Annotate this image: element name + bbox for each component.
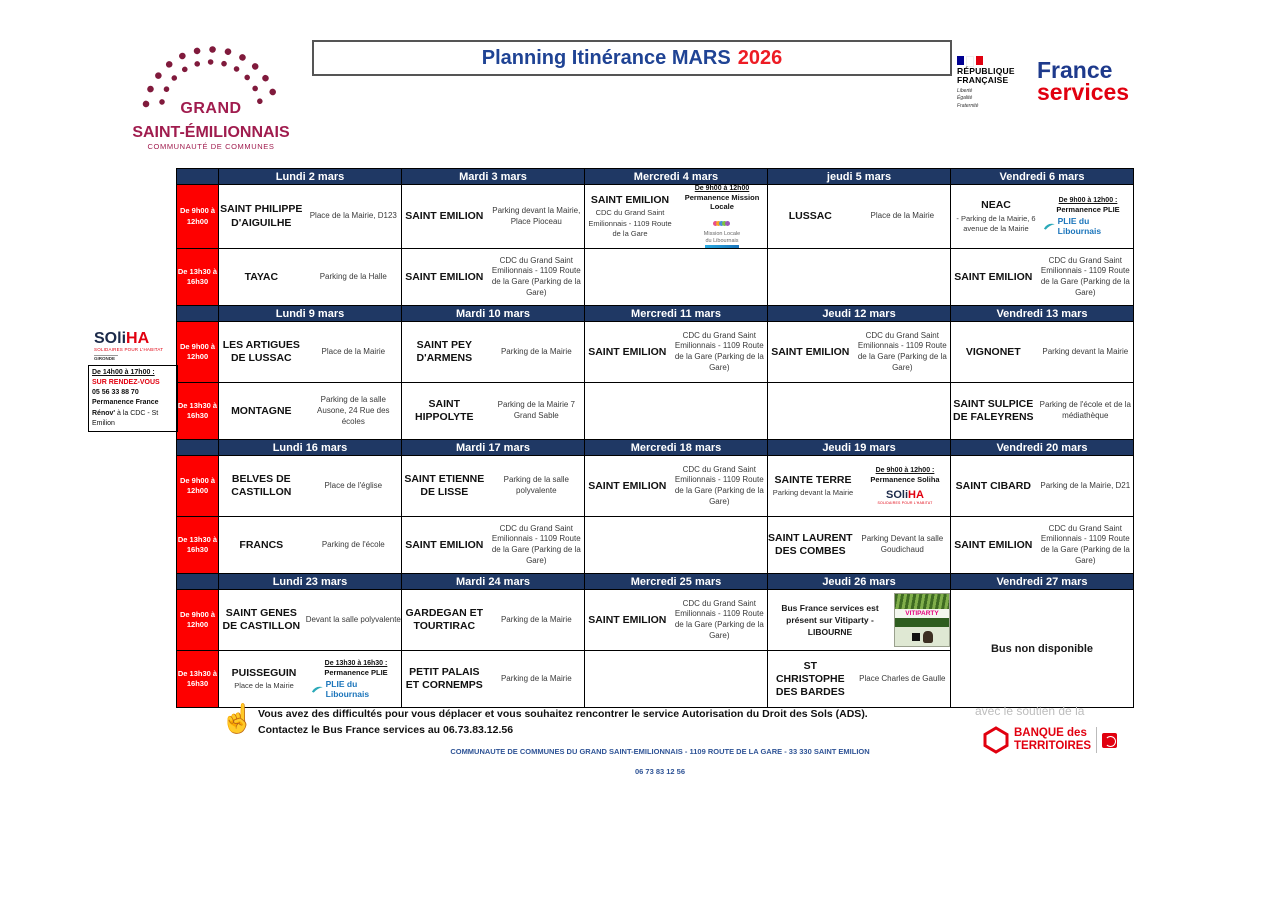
schedule-cell — [402, 185, 585, 249]
commune-location: CDC du Grand Saint Emilionnais - 1109 Route de la Gare (Parking de la Gare) — [674, 464, 764, 506]
commune-location: Parking devant la Mairie — [772, 488, 854, 498]
commune-name: SAINT EMILION — [405, 538, 484, 551]
time-slot: De 9h00 à 12h00 — [177, 185, 219, 249]
note-phone: 05 56 33 88 70 — [92, 389, 139, 397]
commune-name: SAINT GENES DE CASTILLON — [222, 607, 301, 633]
schedule-cell — [585, 185, 768, 249]
commune-name: SAINT LAURENT DES COMBES — [768, 532, 853, 558]
commune-name: SAINT EMILION — [590, 194, 670, 207]
green-band — [895, 618, 949, 627]
commune-name: ST CHRISTOPHE DES BARDES — [775, 659, 845, 698]
help-line1: Vous avez des difficultés pour vous déplacer et vous souhaitez rencontrer le service Autorisation du Droit des Sols (ADS). — [258, 708, 868, 720]
plie-text: PLIE du Libournais — [325, 678, 370, 699]
schedule-cell — [951, 383, 1134, 440]
plie-text: PLIE du Libournais — [1057, 216, 1102, 237]
time-slot: De 13h30 à 16h30 — [177, 517, 219, 574]
vitiparty-title: VITIPARTY — [895, 609, 949, 618]
day-header: Vendredi 13 mars — [951, 306, 1134, 322]
commune-location: Place de l'église — [324, 480, 383, 490]
schedule-cell — [402, 456, 585, 517]
day-header: Jeudi 19 mars — [768, 440, 951, 456]
schedule-cell — [402, 651, 585, 708]
schedule-cell — [219, 517, 402, 574]
leaf-swoosh-icon — [311, 684, 324, 694]
commune-name: MONTAGNE — [231, 404, 292, 417]
commune-location: Place de la Mairie — [870, 211, 935, 221]
commune-name: SAINT EMILION — [405, 210, 484, 223]
soliha-sidebar — [88, 331, 178, 432]
page-title — [312, 40, 952, 76]
qr-code-icon — [912, 633, 920, 641]
commune-location: CDC du Grand Saint Emilionnais - 1109 Route de la Gare (Parking de la Gare) — [491, 523, 581, 565]
schedule-cell — [402, 383, 585, 440]
day-header: Vendredi 20 mars — [951, 440, 1134, 456]
commune-location: Parking de la Mairie — [500, 614, 572, 624]
permanence-label: Permanence Mission Locale — [684, 193, 760, 211]
commune-name: PETIT PALAIS ET CORNEMPS — [405, 666, 483, 692]
day-header: Jeudi 12 mars — [768, 306, 951, 322]
note-place: à la CDC - St Emilion — [92, 409, 159, 427]
commune-location: Parking de la Mairie, D21 — [1040, 480, 1131, 490]
schedule-cell — [951, 185, 1134, 249]
commune-name: SAINT EMILION — [771, 345, 850, 358]
schedule-cell — [585, 517, 768, 574]
commune-name: SAINT EMILION — [954, 270, 1033, 283]
vineyard-photo — [895, 594, 949, 609]
day-header: Lundi 16 mars — [219, 440, 402, 456]
commune-name: SAINT EMILION — [405, 270, 484, 283]
poster-bottom — [895, 627, 949, 646]
schedule-cell — [585, 590, 768, 651]
day-header: Lundi 23 mars — [219, 574, 402, 590]
permanence-time: De 9h00 à 12h00 : — [1058, 197, 1118, 205]
plie-logo — [311, 679, 401, 699]
commune-name: SAINT CIBARD — [955, 479, 1031, 492]
time-slot: De 13h30 à 16h30 — [177, 383, 219, 440]
commune-name: SAINT EMILION — [588, 479, 667, 492]
footer-address: COMMUNAUTE DE COMMUNES DU GRAND SAINT-EMILIONNAIS - 1109 ROUTE DE LA GARE - 33 330 SAINT EMILION — [450, 747, 870, 756]
schedule-cell — [951, 249, 1134, 306]
day-header: jeudi 5 mars — [768, 169, 951, 185]
commune-location: Parking de la salle Ausone, 24 Rue des écoles — [317, 394, 390, 426]
note-service: Permanence France Rénov' — [92, 399, 159, 417]
time-slot: De 9h00 à 12h00 — [177, 590, 219, 651]
french-flag-icon — [957, 56, 983, 65]
schedule-cell — [402, 590, 585, 651]
commune-name: SAINT EMILION — [588, 613, 667, 626]
banque-text: BANQUE des TERRITOIRES — [1014, 727, 1092, 752]
people-dots-icon — [714, 213, 729, 231]
title-year: 2026 — [737, 46, 783, 69]
commune-location: CDC du Grand Saint Emilionnais - 1109 Route de la Gare (Parking de la Gare) — [1040, 255, 1130, 297]
vitiparty-poster — [894, 593, 950, 647]
note-rdv: SUR RENDEZ-VOUS — [92, 379, 160, 387]
commune-location: Devant la salle polyvalente — [305, 614, 401, 624]
france-services-logo: France services — [1037, 57, 1130, 105]
title-text: Planning Itinérance MARS — [481, 46, 731, 69]
org-name-line1: GRAND — [180, 100, 242, 117]
grand-saint-emilionnais-logo — [118, 38, 304, 151]
commune-location: Parking de la Halle — [319, 271, 387, 281]
commune-name: PUISSEGUIN — [231, 667, 297, 680]
commune-name: SAINT HIPPOLYTE — [415, 398, 474, 424]
help-line2: Contactez le Bus France services au 06.73.83.12.56 — [258, 723, 514, 736]
leaf-swoosh-icon — [1043, 221, 1056, 231]
day-header: Vendredi 6 mars — [951, 169, 1134, 185]
commune-name: FRANCS — [239, 538, 284, 551]
cell-note: Bus France services est présent sur Vitiparty - LIBOURNE — [781, 602, 879, 638]
schedule-cell — [768, 517, 951, 574]
schedule-cell — [951, 517, 1134, 574]
commune-name: SAINT SULPICE DE FALEYRENS — [953, 398, 1034, 424]
commune-location: Place Charles de Gaulle — [859, 673, 946, 683]
commune-name: SAINT ETIENNE DE LISSE — [404, 473, 485, 499]
day-header: Mardi 24 mars — [402, 574, 585, 590]
commune-location: Parking de la Mairie 7 Grand Sable — [497, 400, 575, 421]
commune-name: BELVES DE CASTILLON — [231, 473, 292, 499]
commune-name: SAINTE TERRE — [774, 474, 852, 487]
commune-location: CDC du Grand Saint Emilionnais - 1109 Route de la Gare (Parking de la Gare) — [491, 255, 581, 297]
dog-figure — [923, 631, 933, 643]
mission-locale-text: Mission Locale du Libournais — [703, 231, 741, 244]
time-slot: De 9h00 à 12h00 — [177, 322, 219, 383]
commune-name: SAINT EMILION — [588, 345, 667, 358]
day-header: Mercredi 4 mars — [585, 169, 768, 185]
day-header: Mardi 3 mars — [402, 169, 585, 185]
schedule-cell — [768, 249, 951, 306]
pointing-hand-icon: ☝ — [220, 703, 255, 734]
time-slot: De 13h30 à 16h30 — [177, 651, 219, 708]
day-header: Lundi 9 mars — [219, 306, 402, 322]
permanence-time: De 13h30 à 16h30 : — [324, 659, 388, 667]
week-header-corner — [177, 440, 219, 456]
divider — [1096, 727, 1097, 753]
commune-location: Parking devant la Mairie, Place Pioceau — [492, 205, 581, 226]
permanence-label: Permanence Soliha — [870, 474, 940, 484]
commune-name: NEAC — [981, 199, 1011, 212]
org-subtitle: COMMUNAUTÉ DE COMMUNES — [147, 142, 275, 151]
plie-logo — [1043, 216, 1133, 236]
rf-name: RÉPUBLIQUE FRANÇAISE — [957, 66, 1015, 85]
day-header: Jeudi 26 mars — [768, 574, 951, 590]
permanence-block — [677, 185, 767, 248]
permanence-block — [1043, 197, 1133, 236]
support-text: avec le soutien de la — [975, 704, 1085, 718]
schedule-cell — [402, 517, 585, 574]
week-header-corner — [177, 306, 219, 322]
commune-name: SAINT PEY D'ARMENS — [416, 339, 473, 365]
schedule-cell — [951, 322, 1134, 383]
schedule-cell — [585, 249, 768, 306]
time-slot: De 13h30 à 16h30 — [177, 249, 219, 306]
commune-location: Parking Devant la salle Goudichaud — [861, 534, 944, 555]
day-header: Lundi 2 mars — [219, 169, 402, 185]
week-header-corner — [177, 169, 219, 185]
soliha-tagline: SOLIDAIRES POUR L'HABITAT — [94, 347, 164, 352]
commune-name: GARDEGAN ET TOURTIRAC — [405, 607, 484, 633]
commune-location: Parking de l'école et de la médiathèque — [1039, 400, 1131, 421]
hexagon-icon — [983, 726, 1009, 754]
commune-name: VIGNONET — [965, 345, 1021, 358]
schedule-cell — [219, 185, 402, 249]
caisse-des-depots-icon — [1102, 733, 1117, 748]
footer-help-text — [258, 707, 898, 739]
schedule-cell — [402, 249, 585, 306]
commune-location: CDC du Grand Saint Emilionnais - 1109 Route de la Gare (Parking de la Gare) — [674, 598, 764, 640]
rf-motto: Liberté Égalité Fraternité — [957, 87, 979, 109]
permanence-label: Permanence PLIE — [324, 667, 388, 677]
schedule-cell — [768, 651, 951, 708]
soliha-tagline: SOLIDAIRES POUR L'HABITAT — [877, 500, 933, 505]
schedule-cell — [219, 651, 402, 708]
org-name-line2: SAINT-ÉMILIONNAIS — [132, 124, 290, 141]
commune-location: Parking de la salle polyvalente — [503, 475, 569, 496]
schedule-cell — [768, 590, 951, 651]
permanence-block — [311, 660, 401, 699]
day-header: Mardi 10 mars — [402, 306, 585, 322]
schedule-cell — [585, 322, 768, 383]
commune-location: CDC du Grand Saint Emilionnais - 1109 Route de la Gare — [588, 208, 672, 238]
schedule-table — [176, 168, 1134, 708]
schedule-cell — [768, 456, 951, 517]
commune-location: Parking de la Mairie — [500, 673, 572, 683]
soliha-region: GIRONDE — [94, 355, 118, 362]
bus-unavailable-text: Bus non disponible — [990, 642, 1094, 655]
schedule-cell — [219, 456, 402, 517]
mission-locale-logo — [704, 213, 740, 248]
schedule-cell — [585, 383, 768, 440]
soliha-logo: SOliHA SOLIDAIRES POUR L'HABITAT — [877, 488, 933, 505]
schedule-cell — [219, 383, 402, 440]
commune-name: SAINT PHILIPPE D'AIGUILHE — [220, 203, 303, 229]
republique-francaise-logo — [957, 56, 1035, 110]
commune-location: CDC du Grand Saint Emilionnais - 1109 Route de la Gare (Parking de la Gare) — [1040, 523, 1130, 565]
schedule-cell — [768, 322, 951, 383]
schedule-cell — [951, 590, 1134, 708]
day-header: Mercredi 11 mars — [585, 306, 768, 322]
commune-location: Parking devant la Mairie — [1042, 346, 1129, 356]
banque-des-territoires-logo — [983, 726, 1117, 754]
day-header: Mercredi 18 mars — [585, 440, 768, 456]
soliha-appointment-note — [88, 365, 178, 432]
commune-location: Place de la Mairie — [321, 346, 386, 356]
schedule-cell — [585, 456, 768, 517]
time-slot: De 9h00 à 12h00 — [177, 456, 219, 517]
schedule-cell — [951, 456, 1134, 517]
permanence-block — [860, 467, 950, 506]
week-header-corner — [177, 574, 219, 590]
schedule-cell — [219, 322, 402, 383]
schedule-cell — [219, 249, 402, 306]
commune-name: TAYAC — [244, 270, 279, 283]
note-time: De 14h00 à 17h00 : — [92, 369, 155, 376]
commune-location: CDC du Grand Saint Emilionnais - 1109 Route de la Gare (Parking de la Gare) — [857, 330, 947, 372]
permanence-time: De 9h00 à 12h00 — [694, 185, 750, 192]
blue-bar — [705, 245, 739, 248]
commune-name: SAINT EMILION — [954, 538, 1033, 551]
schedule-cell — [402, 322, 585, 383]
schedule-cell — [585, 651, 768, 708]
commune-name: LES ARTIGUES DE LUSSAC — [222, 339, 300, 365]
soliha-logo: SOliHA SOLIDAIRES POUR L'HABITAT GIRONDE — [88, 331, 178, 361]
commune-name: LUSSAC — [788, 210, 832, 223]
permanence-label: Permanence PLIE — [1056, 205, 1120, 215]
commune-location: Place de la Mairie — [234, 681, 294, 691]
day-header: Mercredi 25 mars — [585, 574, 768, 590]
permanence-time: De 9h00 à 12h00 : — [875, 466, 935, 474]
commune-location: Parking de l'école — [321, 539, 385, 549]
commune-location: Parking de la Mairie — [500, 346, 572, 356]
day-header: Mardi 17 mars — [402, 440, 585, 456]
day-header: Vendredi 27 mars — [951, 574, 1134, 590]
commune-location: CDC du Grand Saint Emilionnais - 1109 Route de la Gare (Parking de la Gare) — [674, 330, 764, 372]
schedule-cell — [219, 590, 402, 651]
commune-location: Place de la Mairie, D123 — [309, 211, 397, 221]
commune-location: - Parking de la Mairie, 6 avenue de la Mairie — [956, 213, 1036, 233]
schedule-cell — [768, 383, 951, 440]
footer-phone: 06 73 83 12 56 — [634, 767, 686, 776]
schedule-cell — [768, 185, 951, 249]
